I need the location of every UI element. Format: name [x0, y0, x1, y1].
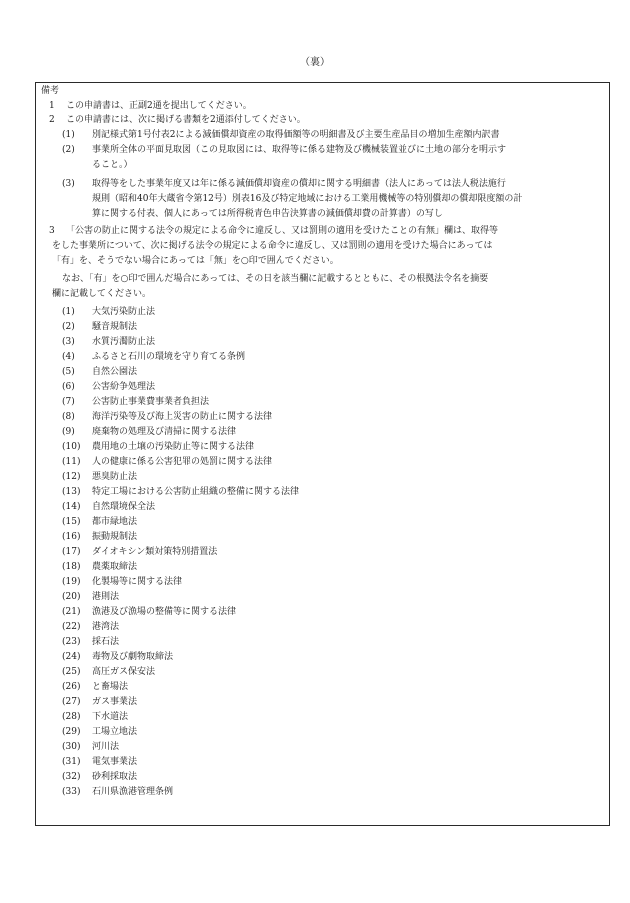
remark-2-sub-2-line-1: 事業所全体の平面見取図（この見取図には、取得等に係る建物及び機械装置並びに土地の部分を明示す: [92, 145, 507, 155]
law-number: (25): [62, 667, 81, 677]
remark-2-sub-1-number: (1): [62, 130, 75, 140]
law-name: 毒物及び劇物取締法: [92, 652, 174, 662]
remarks-box: [35, 82, 610, 826]
law-name: と畜場法: [92, 682, 129, 692]
remark-2-sub-3-line-2: 規則（昭和40年大蔵省令第12号）別表16及び特定地域における工業用機械等の特別償却の償却限度額の計: [92, 194, 523, 204]
remark-2-sub-2-line-2: ること。）: [92, 160, 133, 170]
law-number: (23): [62, 637, 81, 647]
remark-2-sub-1-text: 別記様式第1号付表2による減価償却資産の取得価額等の明細書及び主要生産品目の増加生産額内訳書: [92, 130, 500, 140]
law-number: (17): [62, 547, 81, 557]
law-number: (3): [62, 337, 75, 347]
law-name: 人の健康に係る公害犯罪の処罰に関する法律: [92, 457, 273, 467]
law-name: 港湾法: [92, 622, 120, 632]
remark-3-line-3: 「有」を、そうでない場合にあっては「無」を○印で囲んでください。: [52, 256, 339, 266]
law-name: 廃棄物の処理及び清掃に関する法律: [92, 427, 237, 437]
law-name: ダイオキシン類対策特別措置法: [92, 547, 218, 557]
remark-3-number: 3: [49, 226, 55, 236]
law-name: 海洋汚染等及び海上災害の防止に関する法律: [92, 412, 273, 422]
law-name: 騒音規制法: [92, 322, 138, 332]
remarks-title: 備考: [41, 86, 60, 96]
remark-3-line-2: をした事業所について、次に掲げる法令の規定による命令に違反し、又は罰則の適用を受けた場合にあっては: [52, 241, 493, 251]
law-number: (8): [62, 412, 75, 422]
law-number: (33): [62, 787, 81, 797]
law-name: 公害防止事業費事業者負担法: [92, 397, 210, 407]
law-name: 農薬取締法: [92, 562, 138, 572]
law-number: (10): [62, 442, 81, 452]
law-number: (4): [62, 352, 75, 362]
law-number: (28): [62, 712, 81, 722]
law-number: (32): [62, 772, 81, 782]
law-name: 水質汚濁防止法: [92, 337, 156, 347]
law-number: (1): [62, 307, 75, 317]
law-number: (18): [62, 562, 81, 572]
remark-3-note-line-2: 欄に記載してください。: [52, 289, 152, 299]
law-name: 石川県漁港管理条例: [92, 787, 174, 797]
law-number: (21): [62, 607, 81, 617]
law-name: 港則法: [92, 592, 120, 602]
remark-1-number: 1: [49, 101, 55, 111]
law-name: 河川法: [92, 742, 120, 752]
law-number: (24): [62, 652, 81, 662]
law-name: 大気汚染防止法: [92, 307, 156, 317]
remark-2-text: この申請書には、次に掲げる書類を2通添付してください。: [66, 115, 306, 125]
law-number: (14): [62, 502, 81, 512]
law-number: (11): [62, 457, 81, 467]
law-name: 悪臭防止法: [92, 472, 138, 482]
law-name: 都市緑地法: [92, 517, 138, 527]
page-side-label: （裏）: [300, 57, 330, 68]
law-name: 農用地の土壌の汚染防止等に関する法律: [92, 442, 255, 452]
remark-2-sub-2-number: (2): [62, 145, 75, 155]
remark-1-text: この申請書は、正副2通を提出してください。: [66, 101, 252, 111]
law-number: (31): [62, 757, 81, 767]
law-number: (2): [62, 322, 75, 332]
law-name: 高圧ガス保安法: [92, 667, 156, 677]
law-number: (20): [62, 592, 81, 602]
law-number: (15): [62, 517, 81, 527]
remark-2-sub-3-line-3: 算に関する付表、個人にあっては所得税青色申告決算書の減価償却費の計算書）の写し: [92, 209, 443, 219]
remark-2-number: 2: [49, 115, 55, 125]
law-name: 化製場等に関する法律: [92, 577, 183, 587]
law-number: (13): [62, 487, 81, 497]
law-name: 自然環境保全法: [92, 502, 156, 512]
law-number: (30): [62, 742, 81, 752]
law-number: (9): [62, 427, 75, 437]
law-name: 採石法: [92, 637, 120, 647]
law-number: (22): [62, 622, 81, 632]
law-name: 特定工場における公害防止組織の整備に関する法律: [92, 487, 300, 497]
remark-3-note-line-1: なお、「有」を○印で囲んだ場合にあっては、その日を該当欄に記載するとともに、その根拠法令名を摘要: [62, 274, 489, 284]
law-number: (6): [62, 382, 75, 392]
law-number: (27): [62, 697, 81, 707]
remark-2-sub-3-line-1: 取得等をした事業年度又は年に係る減価償却資産の償却に関する明細書（法人にあっては法人税法施行: [92, 179, 506, 189]
law-name: 漁港及び漁場の整備等に関する法律: [92, 607, 237, 617]
law-name: 砂利採取法: [92, 772, 138, 782]
law-number: (16): [62, 532, 81, 542]
law-number: (26): [62, 682, 81, 692]
law-name: 公害紛争処理法: [92, 382, 156, 392]
law-name: 電気事業法: [92, 757, 138, 767]
law-name: ふるさと石川の環境を守り育てる条例: [92, 352, 246, 362]
law-number: (29): [62, 727, 81, 737]
law-name: ガス事業法: [92, 697, 138, 707]
law-number: (12): [62, 472, 81, 482]
law-name: 下水道法: [92, 712, 129, 722]
law-number: (7): [62, 397, 75, 407]
law-name: 振動規制法: [92, 532, 138, 542]
remark-2-sub-3-number: (3): [62, 179, 75, 189]
law-name: 自然公園法: [92, 367, 138, 377]
remark-3-line-1: 「公害の防止に関する法令の規定による命令に違反し、又は罰則の適用を受けたことの有無」欄は、取得等: [66, 226, 499, 236]
law-number: (19): [62, 577, 81, 587]
law-name: 工場立地法: [92, 727, 138, 737]
law-number: (5): [62, 367, 75, 377]
